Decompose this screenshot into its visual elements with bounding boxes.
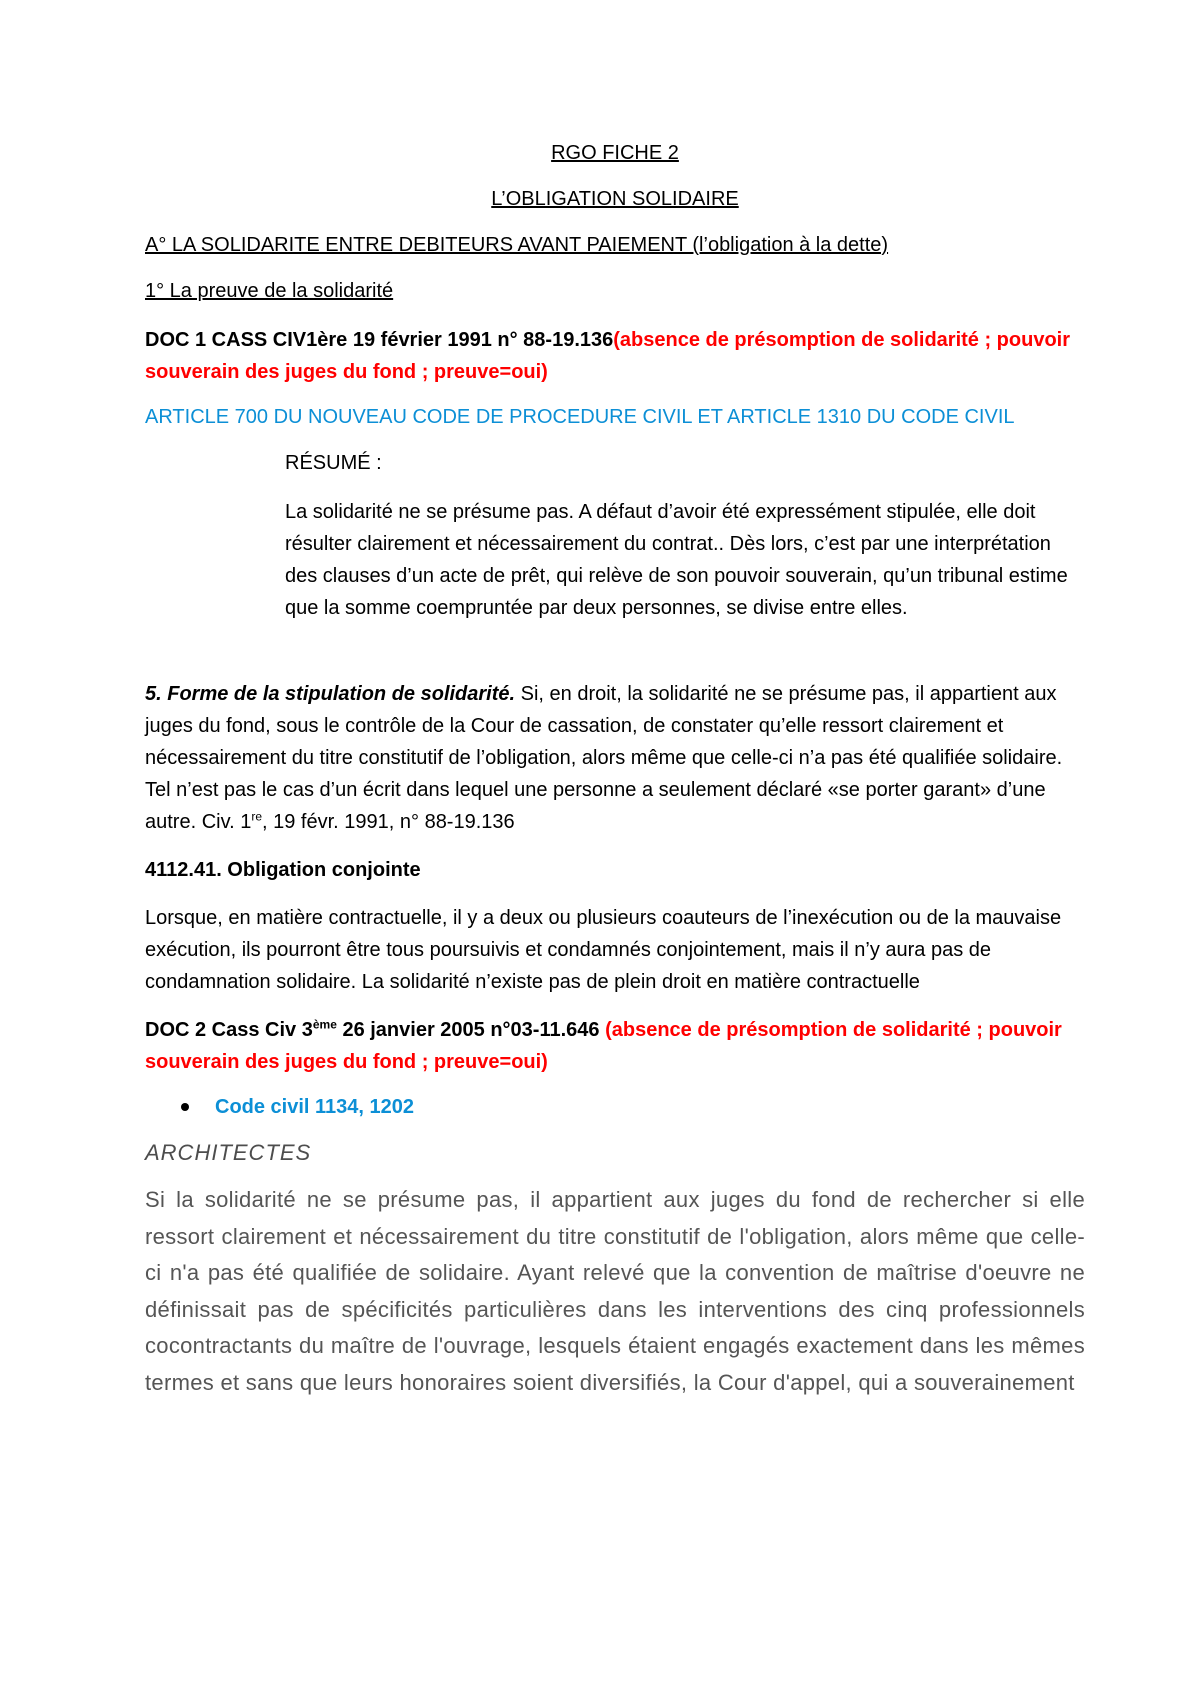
para5-tail: , 19 févr. 1991, n° 88-19.136: [262, 811, 515, 833]
doc2-reference: [145, 1014, 1085, 1078]
architectes-title: ARCHITECTES: [145, 1140, 312, 1165]
bullet-dot-icon: [181, 1103, 189, 1111]
article-line: ARTICLE 700 DU NOUVEAU CODE DE PROCEDURE CIVIL ET ARTICLE 1310 DU CODE CIVIL: [145, 406, 1015, 428]
subsection-1-heading: 1° La preuve de la solidarité: [145, 280, 394, 302]
section-a-heading: A° LA SOLIDARITE ENTRE DEBITEURS AVANT PAIEMENT (l’obligation à la dette): [145, 234, 889, 256]
bullet-item: [145, 1094, 1085, 1120]
bullet-code: Code civil 1134, 1202: [215, 1096, 415, 1118]
architectes-text: Si la solidarité ne se présume pas, il appartient aux juges du fond de rechercher si elle ressort clairement et nécessairement du titre constitutif de l'obligation, alors même que celle-ci n'a pas été qualifiée de solidaire. Ayant relevé que la convention de maîtrise d'oeuvre ne définissait pas de spécificités particulières dans les interventions des cinq professionnels cocontractants du maître de l'ouvrage, lesquels étaient engagés exactement dans les mêmes termes et sans que leurs honoraires soient diversifiés, la Cour d'appel, qui a souverainement: [145, 1187, 1085, 1395]
para5: [145, 678, 1085, 838]
doc2-ref-a: DOC 2 Cass Civ 3: [145, 1019, 313, 1041]
doc2-note: (absence de présomption de solidarité ; pouvoir souverain des juges du fond ; preuve=oui): [145, 1019, 1062, 1073]
resume-text: La solidarité ne se présume pas. A défaut d’avoir été expressément stipulée, elle doit résulter clairement et nécessairement du contrat.. Dès lors, c’est par une interprétation des clauses d’un acte de prêt, qui relève de son pouvoir souverain, qu’un tribunal estime que la somme coempruntée par deux personnes, se divise entre elles.: [285, 501, 1068, 619]
doc1-reference: [145, 324, 1085, 388]
para5-text: Si, en droit, la solidarité ne se présume pas, il appartient aux juges du fond, sous le contrôle de la Cour de cassation, de constater qu’elle ressort clairement et nécessairement du titre constitutif de l’obligation, alors même que celle-ci n’a pas été qualifiée solidaire. Tel n’est pas le cas d’un écrit dans lequel une personne a seulement déclaré «se porter garant» d’une autre. Civ. 1: [145, 683, 1063, 833]
para5-sup: re: [251, 809, 263, 824]
resume-block: [285, 450, 1085, 624]
doc2-sup: ème: [312, 1017, 337, 1032]
doc2-ref-b: 26 janvier 2005 n°03-11.646: [336, 1019, 606, 1041]
obligation-heading: 4112.41. Obligation conjointe: [145, 859, 421, 881]
doc-title: RGO FICHE 2: [551, 142, 679, 164]
para5-heading: 5. Forme de la stipulation de solidarité.: [145, 683, 516, 705]
obligation-text: Lorsque, en matière contractuelle, il y a deux ou plusieurs coauteurs de l’inexécution ou de la mauvaise exécution, ils pourront être tous poursuivis et condamnés conjointement, mais il n’y aura pas de condamnation solidaire. La solidarité n’existe pas de plein droit en matière contractuelle: [145, 907, 1062, 993]
document-body: [145, 140, 1085, 1401]
doc1-note: (absence de présomption de solidarité ; pouvoir souverain des juges du fond ; preuve=oui): [145, 329, 1071, 383]
doc1-ref: DOC 1 CASS CIV1ère 19 février 1991 n° 88-19.136: [145, 329, 614, 351]
resume-label: RÉSUMÉ :: [285, 452, 382, 474]
doc-subtitle: L’OBLIGATION SOLIDAIRE: [491, 188, 739, 210]
